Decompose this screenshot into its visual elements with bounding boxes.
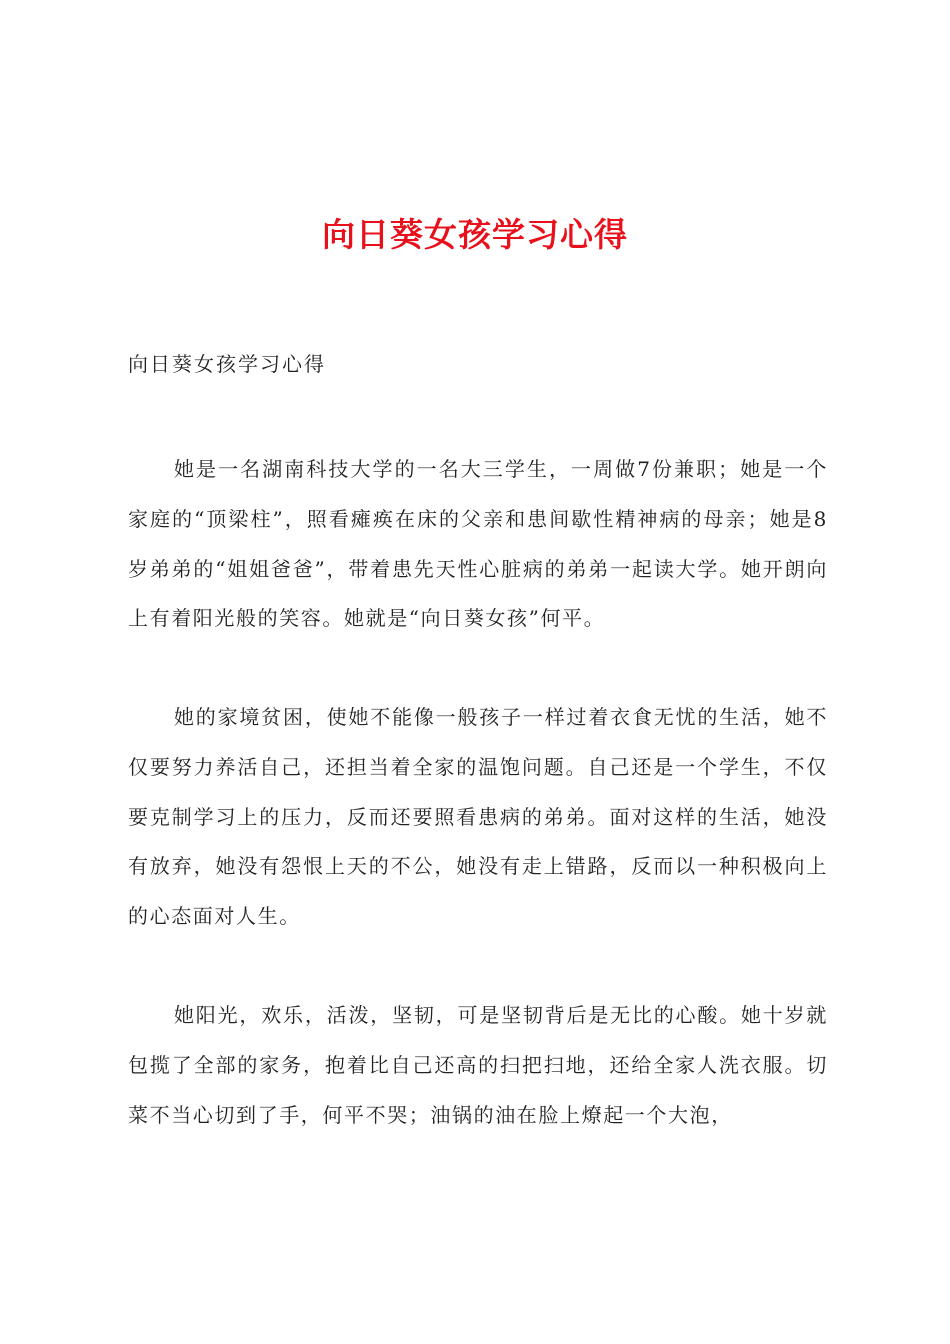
paragraph-1: 她是一名湖南科技大学的一名大三学生，一周做7份兼职；她是一个家庭的“顶梁柱”，照看瘫痪在床的父亲和患间歇性精神病的母亲；她是8岁弟弟的“姐姐爸爸”，带着患先天性心脏病的弟弟一起读大学。她开朗向上有着阳光般的笑容。她就是“向日葵女孩”何平。 xyxy=(128,457,828,631)
document-subtitle: 向日葵女孩学习心得 xyxy=(128,352,326,376)
paragraph-3: 她阳光，欢乐，活泼，坚韧，可是坚韧背后是无比的心酸。她十岁就包揽了全部的家务，抱着比自己还高的扫把扫地，还给全家人洗衣服。切菜不当心切到了手，何平不哭；油锅的油在脸上燎起一个大泡， xyxy=(128,1003,828,1127)
paragraph-2: 她的家境贫困，使她不能像一般孩子一样过着衣食无忧的生活，她不仅要努力养活自己，还担当着全家的温饱问题。自己还是一个学生，不仅要克制学习上的压力，反而还要照看患病的弟弟。面对这样的生活，她没有放弃，她没有怨恨上天的不公，她没有走上错路，反而以一种积极向上的心态面对人生。 xyxy=(128,705,828,929)
document-title: 向日葵女孩学习心得 xyxy=(322,215,628,254)
